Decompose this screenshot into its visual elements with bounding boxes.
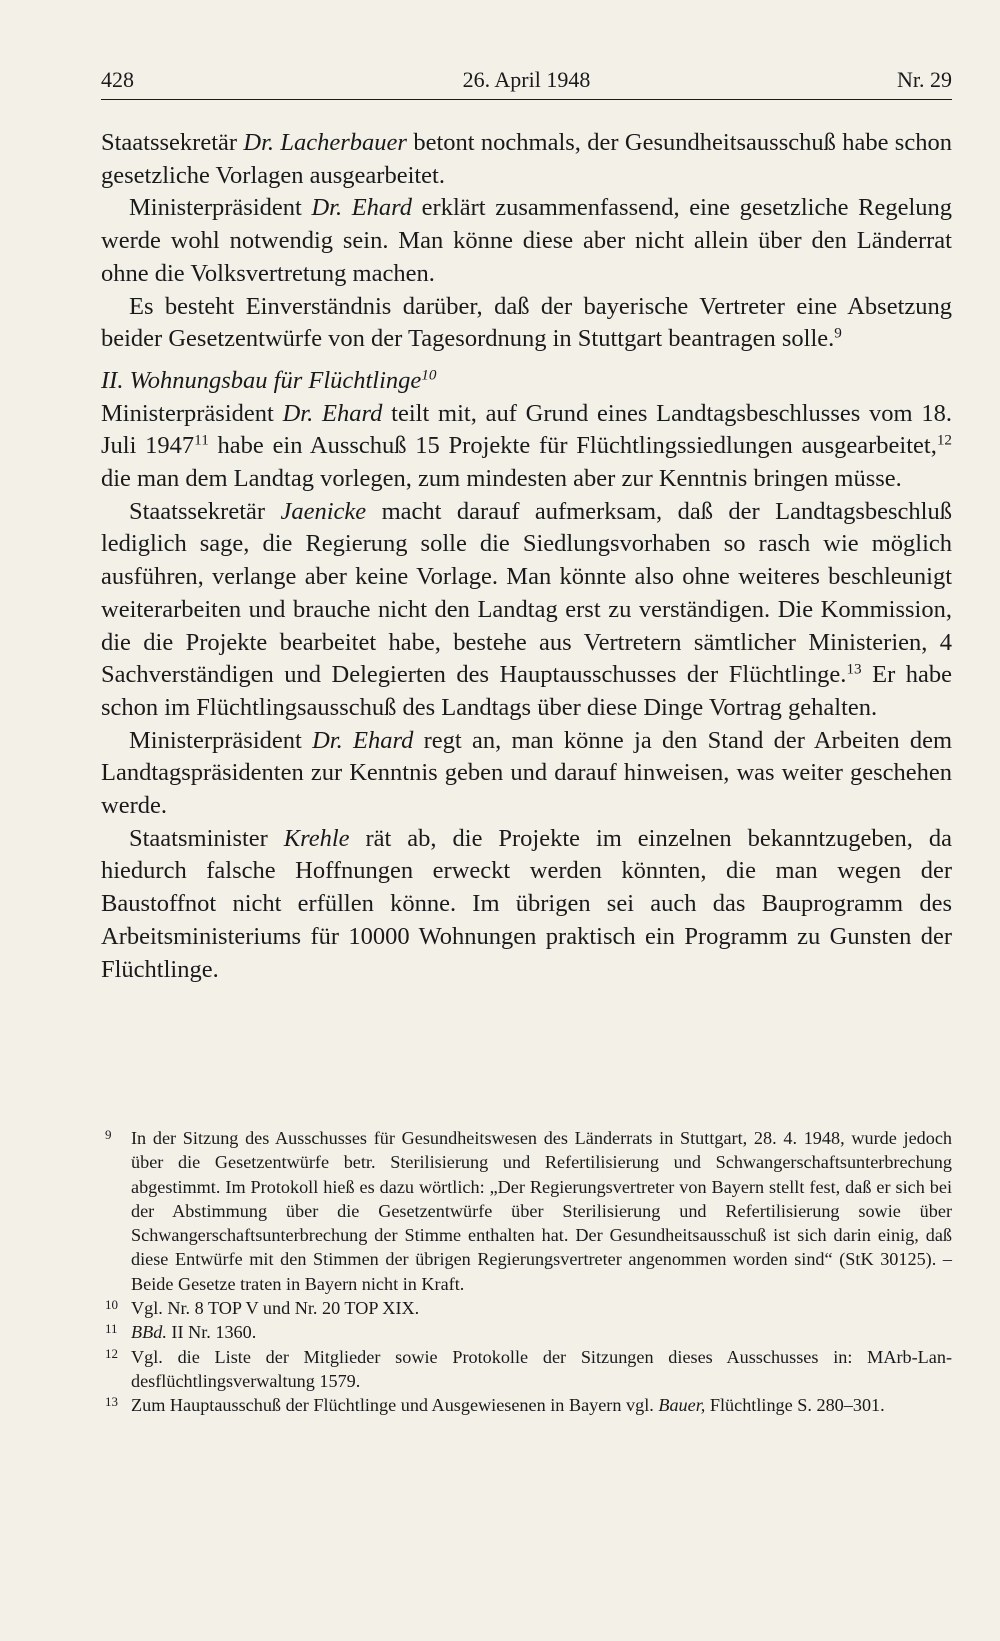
footnote-13: 13 Zum Hauptausschuß der Flüchtlinge und Ausgewiesenen in Bayern vgl. Bauer, Flüchtlinge S. 280–301. [105, 1394, 885, 1416]
footnotes [101, 1126, 952, 1418]
person-name: Dr. Ehard [282, 399, 383, 427]
person-name: Dr. Ehard [312, 726, 414, 754]
footnote-number: 9 [105, 1127, 112, 1142]
footnote-ref: 10 [421, 366, 437, 384]
footnote-12: 12 Vgl. die Liste der Mitglieder sowie Protokolle der Sitzungen dieses Ausschusses in: MArb-Landesflüchtlingsverwaltung 1579. [105, 1345, 952, 1391]
paragraph-krehle: Staatsminister Krehle rät ab, die Projekte im einzelnen bekanntzugeben, da hiedurch falsche Hoffnungen erweckt werden könnten, die man wegen der Baustoffnot nicht erfüllen könne. Im übrigen sei auch das Bauprogramm des Arbeitsministeriums für 10000 Wohnungen praktisch ein Programm zu Gunsten der Flüchtlinge. [101, 824, 952, 983]
header-date: 26. April 1948 [462, 67, 591, 92]
paragraph-ehard-summary: Ministerpräsident Dr. Ehard erklärt zusammenfassend, eine gesetzliche Regelung werde wohl notwendig sein. Man könne diese aber nicht allein über den Länderrat ohne die Volksvertretung machen. [101, 194, 952, 287]
footnote-number: 13 [105, 1394, 118, 1410]
person-name: Dr. Ehard [311, 194, 413, 222]
footnote-ref: 13 [846, 660, 862, 678]
header-rule [101, 99, 952, 100]
footnote-number: 12 [105, 1345, 118, 1361]
person-name: Dr. Lacherbauer [243, 129, 407, 156]
footnote-ref: 12 [936, 431, 953, 449]
main-text [101, 127, 952, 986]
footnote-9: 9 In der Sitzung des Ausschusses für Gesundheitswesen des Länderrats in Stuttgart, 28. 4. 1948, wurde jedoch über die Gesetzentwürfe betr. Sterilisierung und Refertilisierung und Schwangerschaftsunterbrechung abgestimmt. Im Protokoll hieß es dazu wörtlich: „Der Regierungsvertreter von Bayern stellt fest, daß er sich bei der Abstimmung über die Gesetzentwürfe über Sterilisierung und Refertilisierung sowie über Schwangerschaftsunterbrechung der Stimme enthalten hat. Der Gesundheitsausschuß ist sich darin einig, daß diese Entwürfe mit den Stimmen der übrigen Regierungsvertreter angenommen worden sind“ (StK 30125). – Beide Gesetze traten in Bayern nicht in Kraft. [105, 1127, 952, 1294]
footnote-ref: 9 [834, 324, 842, 342]
paragraph-ehard-projects: Ministerpräsident Dr. Ehard teilt mit, auf Grund eines Landtagsbeschlusses vom 18. Juli 1947$^{11}$ habe ein Ausschuß 15 Projekte für Flüchtlingssiedlungen ausgearbeitet,$^{12}$ die man dem Landtag vorlegen, zum mindesten aber zur Kenntnis bringen müsse. [101, 399, 953, 493]
paragraph-jaenicke: Staatssekretär Jaenicke macht darauf aufmerksam, daß der Landtagsbeschluß lediglich sage, die Regierung solle die Siedlungsvorhaben so rasch wie möglich ausführen, verlange aber keine Vorlage. Man könnte also ohne weiteres beschleunigt weiterarbeiten und brauche nicht den Landtag erst zu verständigen. Die Kommission, die die Projekte bearbeitet habe, bestehe aus Vertretern sämtlicher Ministerien, 4 Sachverständigen und Delegierten des Hauptausschusses der Flüchtlinge.$^{13}$ Er habe schon im Flüchtlingsausschuß des Landtags über diese Dinge Vortrag gehalten. [101, 497, 953, 721]
paragraph-agreement: Es besteht Einverständnis darüber, daß der bayerische Vertreter eine Absetzung beider Gesetzentwürfe von der Tagesordnung in Stuttgart beantragen solle.$^9$ [101, 292, 952, 353]
paragraph-ehard-suggestion: Ministerpräsident Dr. Ehard regt an, man könne ja den Stand der Arbeiten dem Landtagspräsidenten zur Kenntnis geben und darauf hinweisen, was weiter geschehen werde. [101, 726, 953, 820]
footnote-ref: 11 [194, 431, 209, 449]
paragraph-lacherbauer: Staatssekretär Dr. Lacherbauer betont nochmals, der Gesundheitsausschuß habe schon gesetzliche Vorlagen ausgearbeitet. [101, 129, 952, 189]
person-name: Jaenicke [280, 497, 367, 525]
running-header [101, 64, 952, 96]
footnote-11: 11 BBd. II Nr. 1360. [105, 1321, 257, 1343]
document-number: Nr. 29 [897, 67, 952, 92]
person-name: Krehle [283, 824, 350, 852]
footnote-number: 11 [105, 1321, 118, 1337]
footnote-number: 10 [105, 1297, 118, 1313]
page-number: 428 [101, 67, 134, 92]
footnote-10: 10 Vgl. Nr. 8 TOP V und Nr. 20 TOP XIX. [105, 1297, 420, 1319]
section-heading: II. Wohnungsbau für Flüchtlinge$^{10}$ [101, 366, 437, 394]
